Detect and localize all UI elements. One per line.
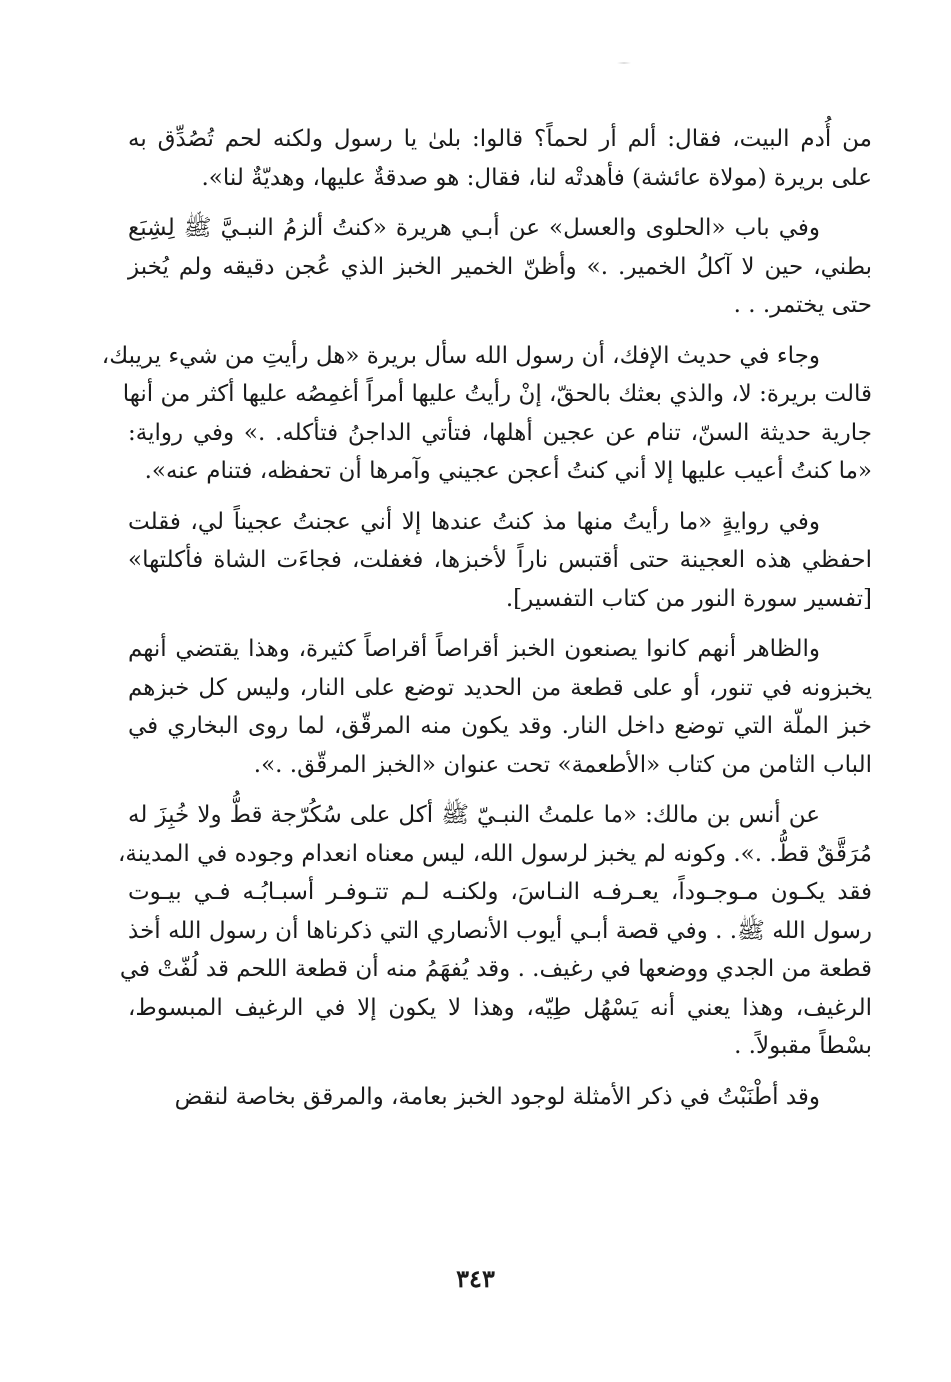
- paragraph: [117, 796, 872, 1066]
- scan-speck: [614, 62, 634, 64]
- text-line: والظاهر أنهم كانوا يصنعون الخبز أقراصاً أقراصاً كثيرة، وهذا يقتضي أنهم: [128, 636, 820, 662]
- text-line: بطني، حين لا آكلُ الخمير. .» وأظنّ الخمير الخبز الذي عُجن دقيقه ولم يُخبز: [128, 253, 872, 280]
- page-number: ٣٤٣: [456, 1264, 495, 1293]
- paragraph: [128, 120, 872, 197]
- text-line: خبز الملّة التي توضع داخل النار. وقد يكون منه المرقّق، لما روى البخاري في: [128, 713, 873, 739]
- text-line: وفي باب «الحلوى والعسل» عن أبـي هريرة «كنتُ ألزمُ النبـيَّ ﷺ لِشِبَع: [128, 215, 820, 241]
- text-line: يخبزونه في تنور، أو على قطعة من الحديد توضع على النار، وليس كل خبزهم: [128, 674, 872, 701]
- text-line: قالت بريرة: لا، والذي بعثك بالحقّ، إنْ رأيتُ عليها أمراً أغمِصُه عليها أكثر من أنها: [122, 381, 872, 407]
- text-line: رسول الله ﷺ. . وفي قصة أبـي أيوب الأنصاري التي ذكرناها أن رسول الله أخذ: [128, 917, 872, 944]
- text-line: وفي روايةٍ «ما رأيتُ منها مذ كنتُ عندها إلا أني عجنتُ عجيناً لي، فقلت: [128, 508, 820, 535]
- text-line: قطعة من الجدي ووضعها في رغيف. . وقد يُفهَمُ منه أن قطعة اللحم قد لُفّتْ في: [119, 956, 872, 982]
- paragraph: [101, 337, 872, 491]
- paragraph: [128, 1078, 872, 1117]
- text-line: من أُدم البيت، فقال: ألم أر لحماً؟ قالوا: بلىٰ يا رسول ولكنه لحم تُصُدِّق به: [128, 126, 872, 152]
- paragraph: [128, 630, 872, 784]
- text-line: احفظي هذه العجينة حتى أقتبس ناراً لأخبزها، فغفلت، فجاءَت الشاة فأكلتها»: [128, 547, 872, 573]
- text-line: وقد أطْنَبْتُ في ذكر الأمثلة لوجود الخبز بعامة، والمرقق بخاصة لنقض: [174, 1083, 820, 1110]
- text-line: بسْطاً مقبولاً. .: [734, 1033, 872, 1059]
- text-line: حتى يختمر. . .: [733, 292, 872, 318]
- text-line: الباب الثامن من كتاب «الأطعمة» تحت عنوان «الخبز المرقّق. .».: [253, 751, 872, 778]
- text-line: «ما كنتُ أعيب عليها إلا أني كنتُ أعجن عجيني وآمرها أن تحفظه، فتنام عنه».: [144, 458, 872, 484]
- text-line: وجاء في حديث الإفك، أن رسول الله سأل بريرة «هل رأيتِ من شيء يريبك،: [101, 342, 820, 369]
- text-line: [تفسير سورة النور من كتاب التفسير].: [505, 585, 872, 612]
- text-line: مُرَقَّقٌ قطُّ. .». وكونه لم يخبز لرسول الله، ليس معناه انعدام وجوده في المدينة،: [117, 840, 872, 867]
- body-text: [101, 120, 873, 1128]
- paragraph: [128, 209, 872, 325]
- text-line: جارية حديثة السنّ، تنام عن عجين أهلها، فتأتي الداجنُ فتأكله. .» وفي رواية:: [128, 419, 872, 446]
- text-line: عن أنس بن مالك: «ما علمتُ النبـيّ ﷺ أكل على سُكُرّجة قطُّ ولا خُبِزَ له: [128, 802, 820, 828]
- text-line: الرغيف، وهذا يعني أنه يَسْهُل طِيّه، وهذا لا يكون إلا في الرغيف المبسوط،: [128, 994, 872, 1021]
- text-line: على بريرة (مولاة عائشة) فأهدتْه لنا، فقال: هو صدقةٌ عليها، وهديّةٌ لنا».: [201, 164, 872, 191]
- paragraph: [128, 503, 872, 619]
- text-line: فقد يكـون مـوجـوداً، يعـرفـه النـاسَ، ولكنـه لـم تتـوفـر أسبـابُـه فـي بيـوت: [128, 879, 872, 905]
